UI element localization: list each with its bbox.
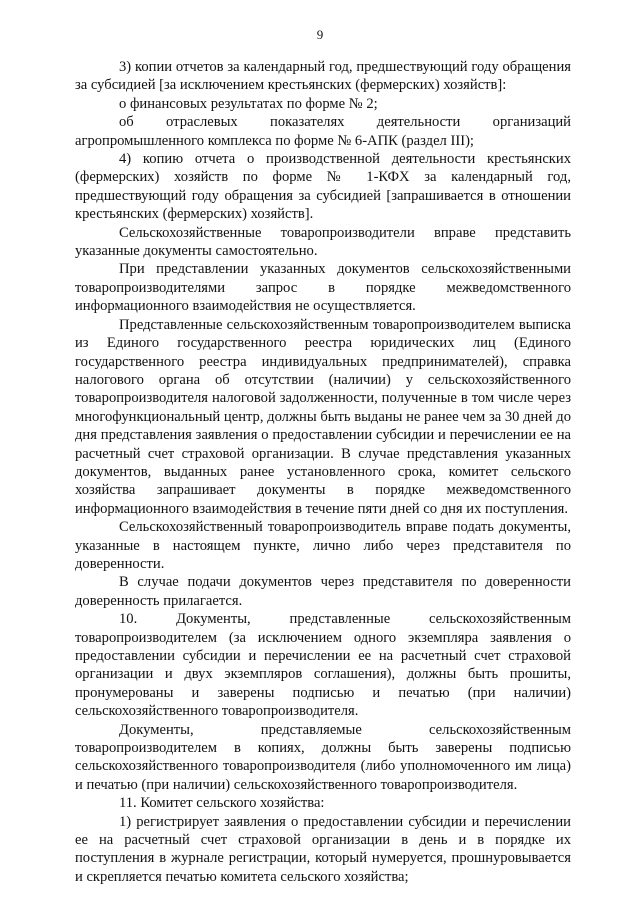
paragraph-financial-results: о финансовых результатах по форме № 2; bbox=[119, 95, 378, 112]
paragraph-self-submission: Сельскохозяйственные товаропроизводители вправе представить указанные документы самостоятельно. bbox=[75, 224, 571, 260]
paragraph-submission-method: Сельскохозяйственный товаропроизводитель вправе подать документы, указанные в настоящем пункте, лично либо через представителя по доверенности. bbox=[75, 519, 571, 572]
paragraph-item-10-binding: 10. Документы, представленные сельскохозяйственным товаропроизводителем (за исключением одного экземпляра заявления о предоставлении субсидии и перечислении ее на расчетный счет страховой организации и двух экземпляров соглашения), должны быть прошиты, пронумерованы и заверены подписью и печатью (при наличии) сельскохозяйственного товаропроизводителя. bbox=[75, 611, 571, 720]
paragraph-item-11-committee: 11. Комитет сельского хозяйства: bbox=[119, 795, 325, 812]
paragraph-registry-extract: Представленные сельскохозяйственным товаропроизводителем выписка из Единого государственного реестра юридических лиц (Единого государственного реестра индивидуальных предпринимателей), справка налогового органа об отсутствии (наличии) у сельскохозяйственного товаропроизводителя налоговой задолженности, полученные в том числе через многофункциональный центр, должны быть выданы не ранее чем за 30 дней до дня представления заявления о предоставлении субсидии и перечислении ее на расчетный счет страховой организации. В случае представления указанных документов, выданных ранее установленного срока, комитет сельского хозяйства запрашивает документы в порядке межведомственного информационного взаимодействия в течение пяти дней со дня их поступления. bbox=[75, 316, 571, 517]
document-body bbox=[75, 58, 571, 886]
page-number: 9 bbox=[316, 27, 324, 42]
paragraph-certified-copies: Документы, представляемые сельскохозяйственным товаропроизводителем в копиях, должны быть заверены подписью сельскохозяйственного товаропроизводителя (либо уполномоченного им лица) и печатью (при наличии) сельскохозяйственного товаропроизводителя. bbox=[75, 721, 571, 793]
paragraph-item-4-kfh-report: 4) копию отчета о производственной деятельности крестьянских (фермерских) хозяйств по форме № 1-КФХ за календарный год, предшествующий году обращения за субсидией [запрашивается в отношении крестьянских (фермерских) хозяйств]. bbox=[75, 151, 571, 223]
paragraph-no-interagency-request: При представлении указанных документов сельскохозяйственными товаропроизводителями запрос в порядке межведомственного информационного взаимодействия не осуществляется. bbox=[75, 261, 571, 315]
paragraph-industry-indicators: об отраслевых показателях деятельности организаций агропромышленного комплекса по форме № 6-АПК (раздел III); bbox=[75, 114, 571, 149]
paragraph-item-3-reports: 3) копии отчетов за календарный год, предшествующий году обращения за субсидией [за исключением крестьянских (фермерских) хозяйств]: bbox=[75, 59, 571, 94]
paragraph-registration: 1) регистрирует заявления о предоставлении субсидии и перечислении ее на расчетный счет страховой организации в день и в порядке их поступления в журнале регистрации, который нумеруется, прошнуровывается и скрепляется печатью комитета сельского хозяйства; bbox=[75, 813, 571, 885]
paragraph-power-of-attorney: В случае подачи документов через представителя по доверенности доверенность прилагается. bbox=[75, 574, 571, 609]
